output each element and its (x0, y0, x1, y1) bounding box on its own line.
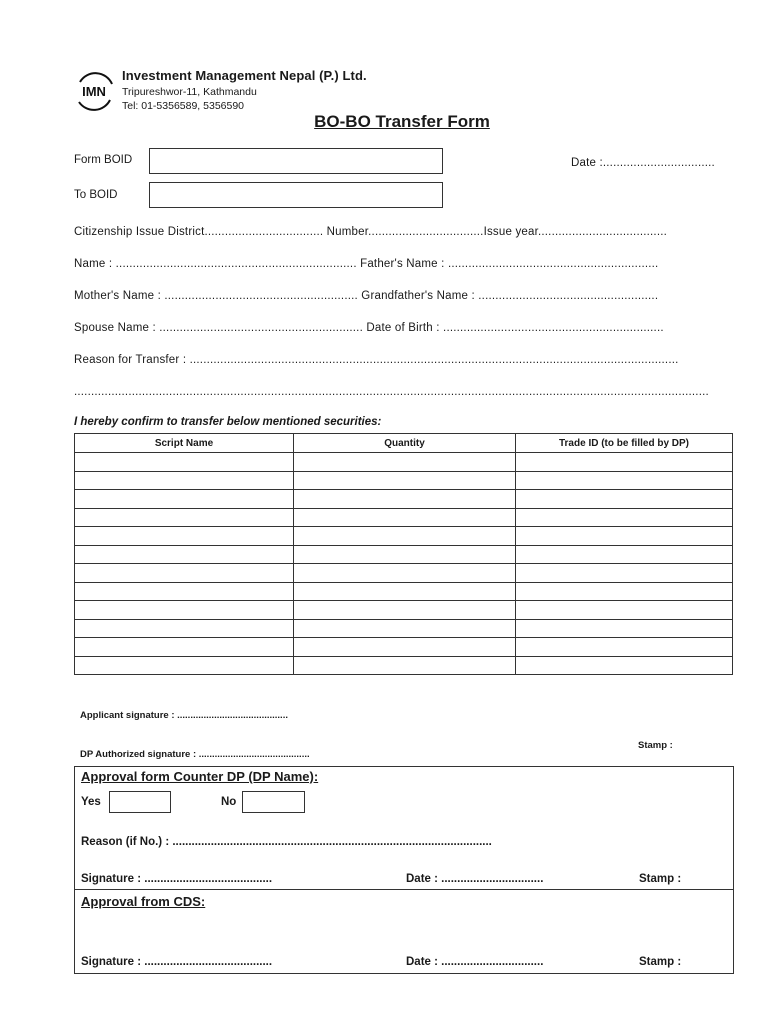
reason-continuation[interactable]: ........................................................................................................................................................................................... (74, 386, 709, 398)
cds-stamp: Stamp : (639, 956, 682, 968)
reason-line[interactable]: Reason for Transfer : ................................................................................................................................................ (74, 354, 679, 366)
table-cell[interactable] (516, 564, 733, 583)
imn-logo (74, 70, 116, 112)
table-cell[interactable] (516, 508, 733, 527)
securities-table (74, 433, 733, 675)
table-row (75, 619, 733, 638)
table-cell[interactable] (294, 453, 516, 472)
no-checkbox[interactable] (242, 791, 305, 813)
table-cell[interactable] (516, 453, 733, 472)
table-row (75, 471, 733, 490)
table-cell[interactable] (75, 527, 294, 546)
table-cell[interactable] (294, 545, 516, 564)
table-cell[interactable] (294, 490, 516, 509)
approval-divider (75, 889, 733, 890)
company-tel: Tel: 01-5356589, 5356590 (122, 100, 245, 112)
table-row (75, 601, 733, 620)
table-row (75, 527, 733, 546)
table-cell[interactable] (294, 564, 516, 583)
table-cell[interactable] (294, 527, 516, 546)
approval-box (74, 766, 734, 974)
table-row (75, 453, 733, 472)
table-cell[interactable] (516, 545, 733, 564)
cds-signature[interactable]: Signature : ........................................ (81, 956, 273, 968)
table-cell[interactable] (294, 619, 516, 638)
table-cell[interactable] (75, 582, 294, 601)
table-cell[interactable] (75, 508, 294, 527)
table-cell[interactable] (75, 638, 294, 657)
reason-if-no[interactable]: Reason (if No.) : .................................................................................................... (81, 836, 492, 848)
table-row (75, 638, 733, 657)
table-cell[interactable] (75, 545, 294, 564)
dp-stamp: Stamp : (639, 873, 682, 885)
dp-signature[interactable]: Signature : ........................................ (81, 873, 273, 885)
yes-checkbox[interactable] (109, 791, 171, 813)
table-cell[interactable] (516, 656, 733, 675)
table-cell[interactable] (75, 656, 294, 675)
company-name: Investment Management Nepal (P.) Ltd. (122, 68, 367, 83)
col-quantity: Quantity (294, 434, 516, 453)
table-cell[interactable] (294, 656, 516, 675)
table-cell[interactable] (516, 619, 733, 638)
table-cell[interactable] (294, 638, 516, 657)
cds-date[interactable]: Date : ................................ (406, 956, 544, 968)
table-row (75, 545, 733, 564)
no-label: No (221, 796, 237, 808)
approval-cds-heading: Approval from CDS: (81, 894, 206, 909)
table-cell[interactable] (75, 490, 294, 509)
to-boid-label: To BOID (74, 189, 118, 201)
date-field[interactable]: Date :................................. (571, 157, 715, 169)
table-cell[interactable] (516, 638, 733, 657)
table-cell[interactable] (294, 508, 516, 527)
table-cell[interactable] (516, 490, 733, 509)
confirm-text: I hereby confirm to transfer below mentioned securities: (74, 416, 382, 428)
citizenship-line[interactable]: Citizenship Issue District................................... Number..................................Issue year...................................... (74, 226, 668, 238)
dp-date[interactable]: Date : ................................ (406, 873, 544, 885)
table-cell[interactable] (516, 601, 733, 620)
mother-line[interactable]: Mother's Name : ......................................................... Grandfather's Name : ..................................................... (74, 290, 659, 302)
form-boid-label: Form BOID (74, 154, 133, 166)
table-row (75, 582, 733, 601)
table-cell[interactable] (516, 471, 733, 490)
table-row (75, 656, 733, 675)
table-cell[interactable] (516, 582, 733, 601)
logo-text: IMN (82, 84, 106, 99)
applicant-signature[interactable]: Applicant signature : .......................................... (80, 710, 288, 721)
form-boid-input[interactable] (149, 148, 443, 174)
col-script-name: Script Name (75, 434, 294, 453)
table-cell[interactable] (516, 527, 733, 546)
name-line[interactable]: Name : ....................................................................... Father's Name : .............................................................. (74, 258, 659, 270)
company-address: Tripureshwor-11, Kathmandu (122, 86, 257, 98)
table-row (75, 564, 733, 583)
table-cell[interactable] (294, 601, 516, 620)
approval-dp-heading: Approval form Counter DP (DP Name): (81, 769, 319, 784)
yes-label: Yes (81, 796, 101, 808)
table-cell[interactable] (75, 564, 294, 583)
table-cell[interactable] (75, 471, 294, 490)
col-trade-id: Trade ID (to be filled by DP) (516, 434, 733, 453)
stamp-label: Stamp : (638, 740, 673, 751)
table-row (75, 490, 733, 509)
table-cell[interactable] (75, 619, 294, 638)
form-title: BO-BO Transfer Form (314, 112, 490, 131)
table-cell[interactable] (294, 471, 516, 490)
table-row (75, 508, 733, 527)
dp-authorized-signature[interactable]: DP Authorized signature : .......................................... (80, 749, 310, 760)
table-cell[interactable] (75, 601, 294, 620)
spouse-line[interactable]: Spouse Name : ............................................................ Date of Birth : ................................................................. (74, 322, 664, 334)
table-cell[interactable] (75, 453, 294, 472)
to-boid-input[interactable] (149, 182, 443, 208)
table-cell[interactable] (294, 582, 516, 601)
